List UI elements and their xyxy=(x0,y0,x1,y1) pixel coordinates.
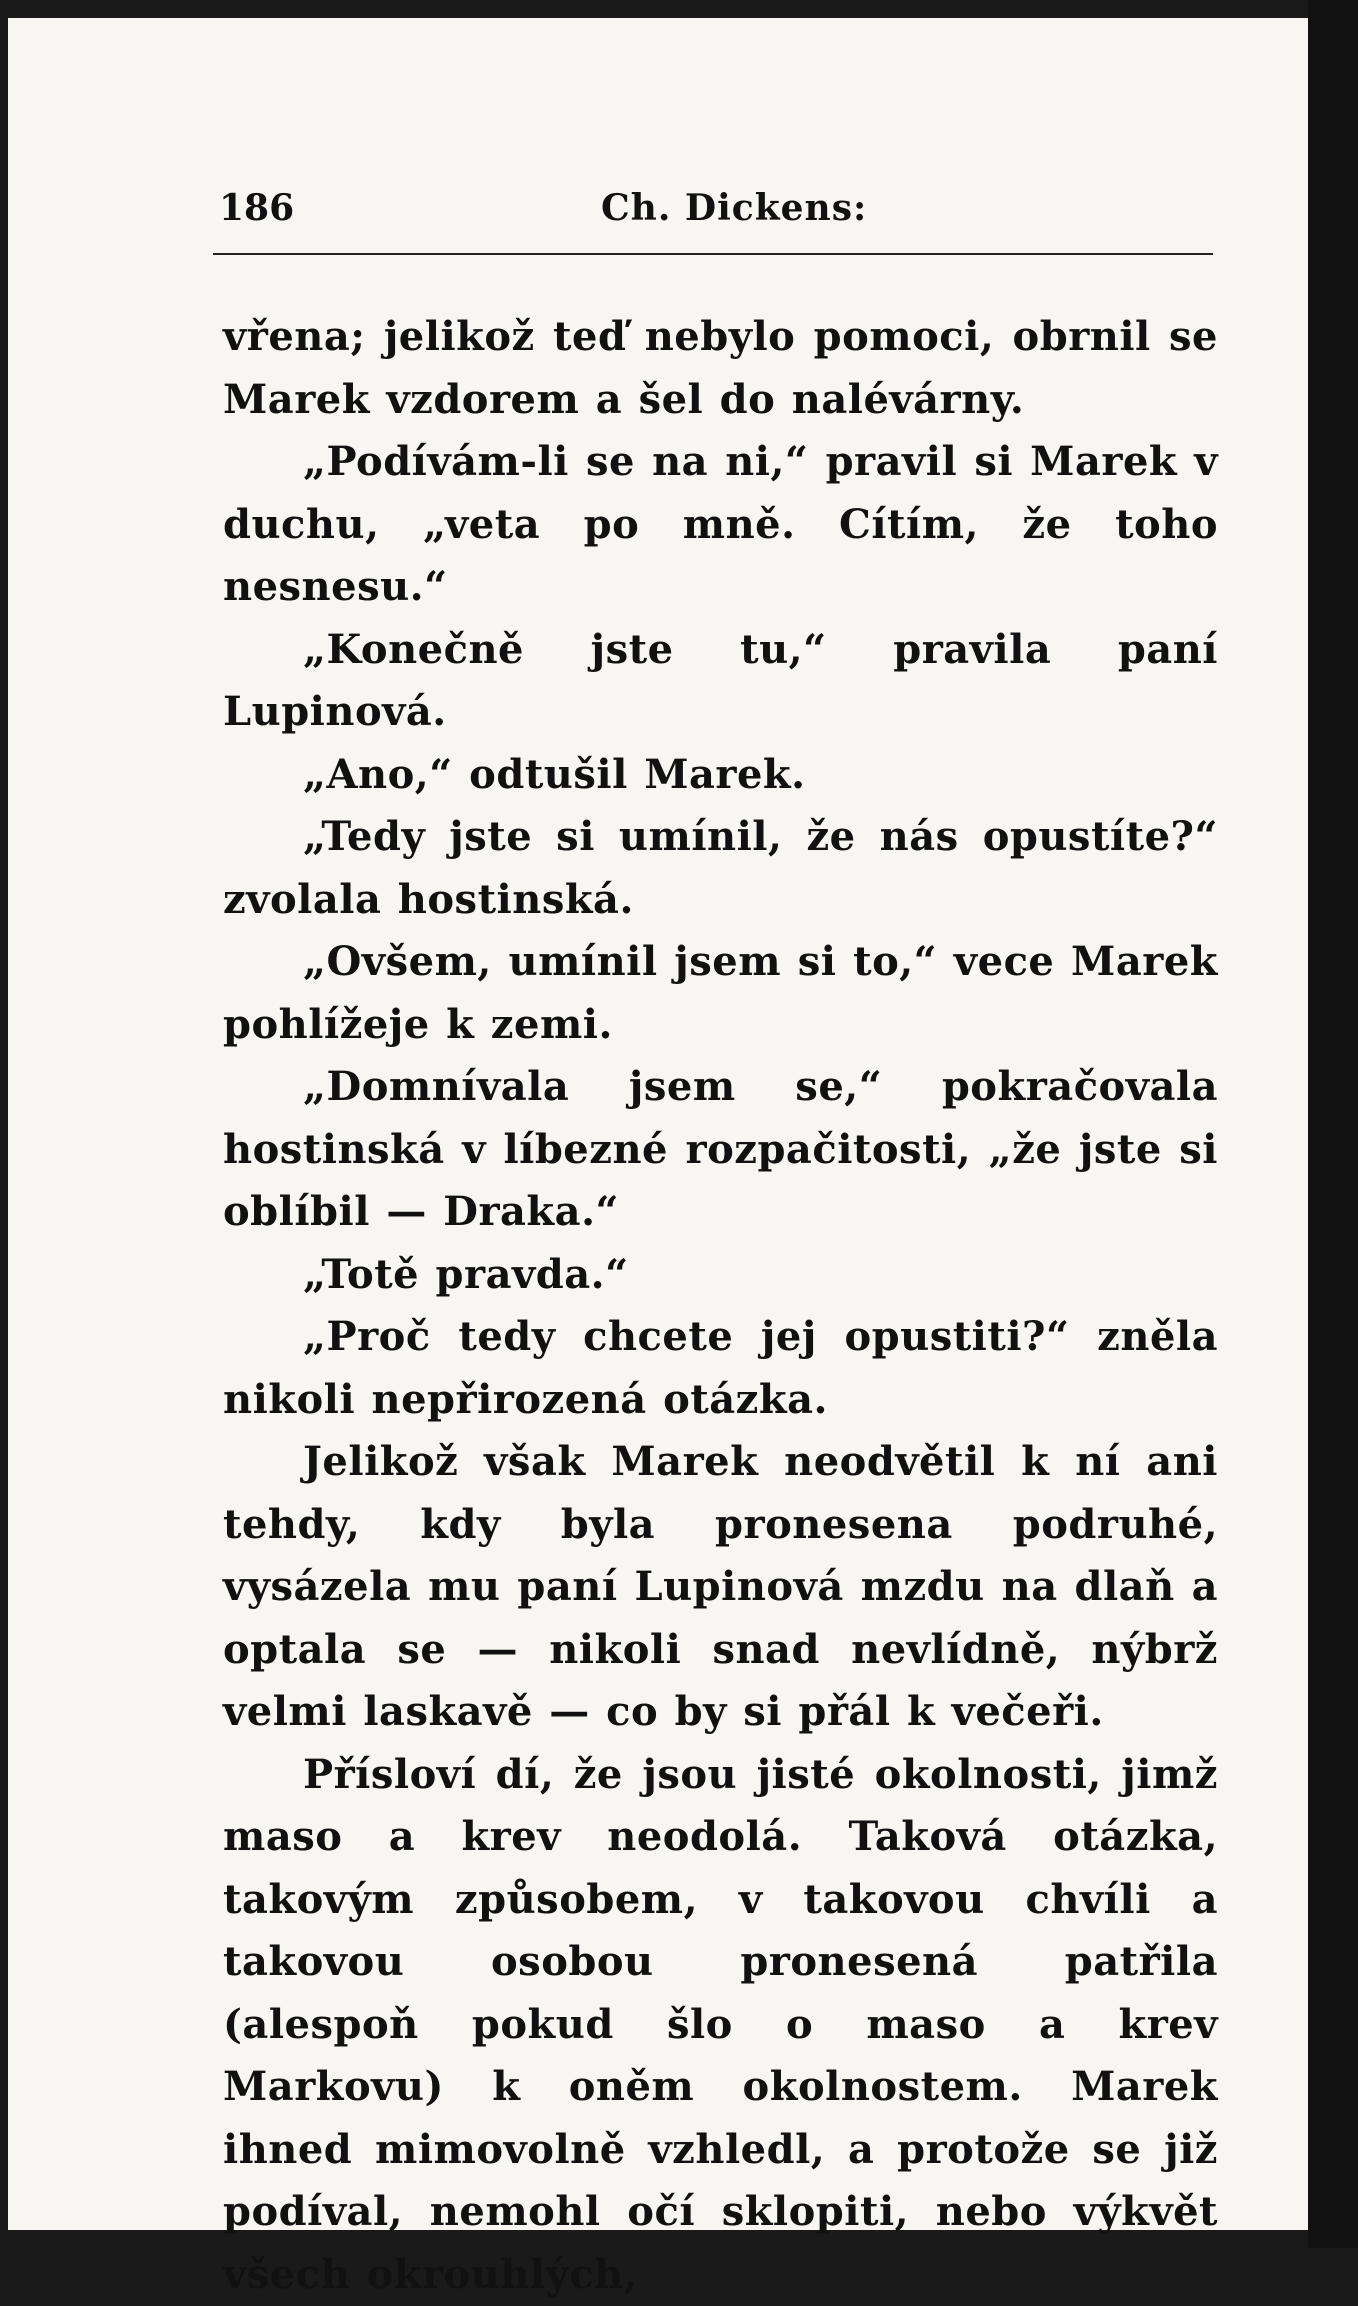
paragraph: Jelikož však Marek neodvětil k ní ani tehdy, kdy byla pronesena podruhé, vysázela mu paní Lupinová mzdu na dlaň a optala se — nikoli snad nevlídně, nýbrž velmi laskavě — co by si přál k večeři. xyxy=(223,1431,1218,1744)
page-header xyxy=(213,173,1213,255)
body-text xyxy=(223,306,1218,2306)
paragraph: „Tedy jste si umínil, že nás opustíte?“ zvolala hostinská. xyxy=(223,806,1218,931)
paragraph: „Totě pravda.“ xyxy=(223,1244,1218,1307)
paragraph: „Domnívala jsem se,“ pokračovala hostinská v líbezné rozpačitosti, „že jste si oblíbil — Draka.“ xyxy=(223,1056,1218,1244)
page-number: 186 xyxy=(219,187,294,229)
paragraph: Přísloví dí, že jsou jisté okolnosti, jimž maso a krev neodolá. Taková otázka, takovým způsobem, v takovou chvíli a takovou osobou pronesená patřila (alespoň pokud šlo o maso a krev Markovu) k oněm okolnostem. Marek ihned mimovolně vzhledl, a protože se již podíval, nemohl očí sklopiti, nebo výkvět všech okrouhlých, xyxy=(223,1744,1218,2306)
paragraph: „Ovšem, umínil jsem si to,“ vece Marek pohlížeje k zemi. xyxy=(223,931,1218,1056)
paragraph: „Konečně jste tu,“ pravila paní Lupinová. xyxy=(223,619,1218,744)
page-edge-shadow xyxy=(1308,0,1358,2248)
book-page xyxy=(8,18,1308,2230)
paragraph: „Ano,“ odtušil Marek. xyxy=(223,744,1218,807)
running-head: Ch. Dickens: xyxy=(601,187,867,229)
paragraph: „Podívám-li se na ni,“ pravil si Marek v duchu, „veta po mně. Cítím, že toho nesnesu.“ xyxy=(223,431,1218,619)
paragraph: vřena; jelikož teď nebylo pomoci, obrnil se Marek vzdorem a šel do nalévárny. xyxy=(223,306,1218,431)
paragraph: „Proč tedy chcete jej opustiti?“ zněla nikoli nepřirozená otázka. xyxy=(223,1306,1218,1431)
